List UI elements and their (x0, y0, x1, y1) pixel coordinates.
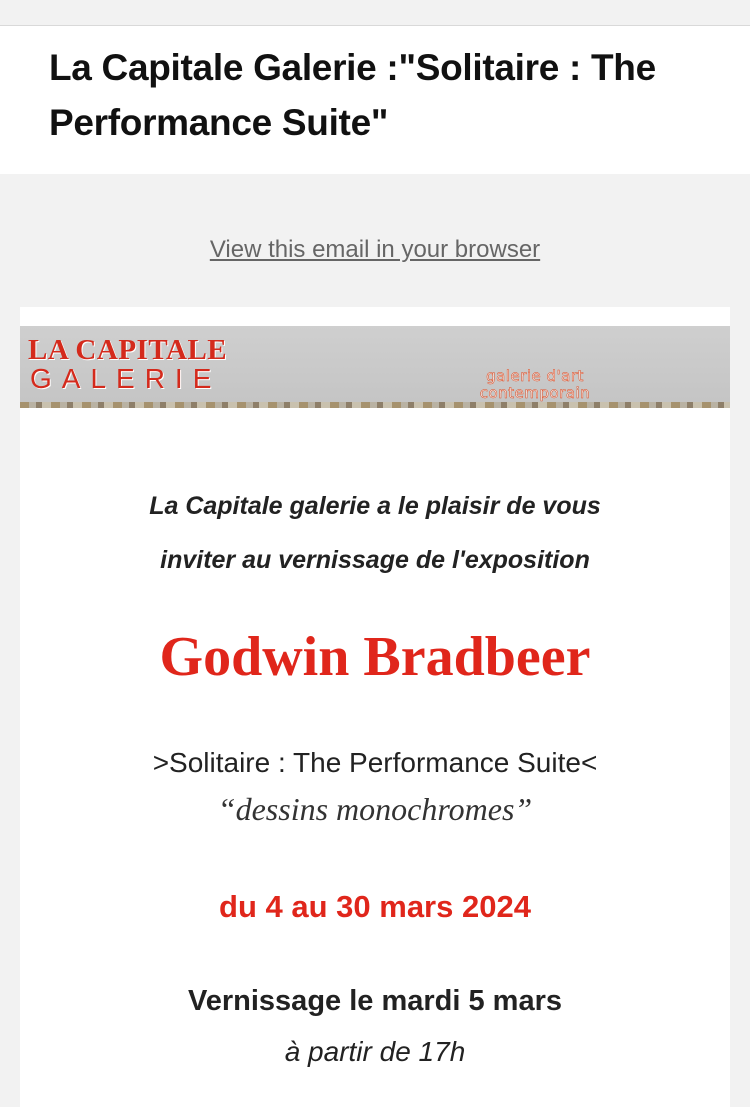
logo-text-line2: GALERIE (30, 363, 222, 394)
intro-line1: La Capitale galerie a le plaisir de vous (149, 492, 601, 520)
exhibition-dates: du 4 au 30 mars 2024 (219, 889, 531, 924)
banner-tagline (440, 368, 630, 402)
logo-text-line1: LA CAPITALE (28, 334, 228, 366)
artist-name: Godwin Bradbeer (159, 626, 591, 688)
email-subject: La Capitale Galerie :"Solitaire : The Performance Suite" (49, 47, 656, 143)
tagline-line2: contemporain (479, 384, 591, 402)
banner-decorative-strip (20, 402, 730, 408)
email-header (0, 26, 750, 174)
tagline-line1: galerie d'art (486, 367, 584, 385)
opening-date: Vernissage le mardi 5 mars (188, 985, 562, 1017)
exhibition-title: >Solitaire : The Performance Suite< (152, 747, 598, 778)
intro-line2: inviter au vernissage de l'exposition (160, 546, 590, 574)
email-body-card (20, 307, 730, 1107)
invitation-intro (20, 479, 730, 587)
opening-time: à partir de 17h (284, 1036, 466, 1067)
gallery-banner (20, 326, 730, 408)
exhibition-medium: “dessins monochromes” (217, 791, 533, 827)
view-in-browser-link[interactable]: View this email in your browser (209, 236, 541, 263)
